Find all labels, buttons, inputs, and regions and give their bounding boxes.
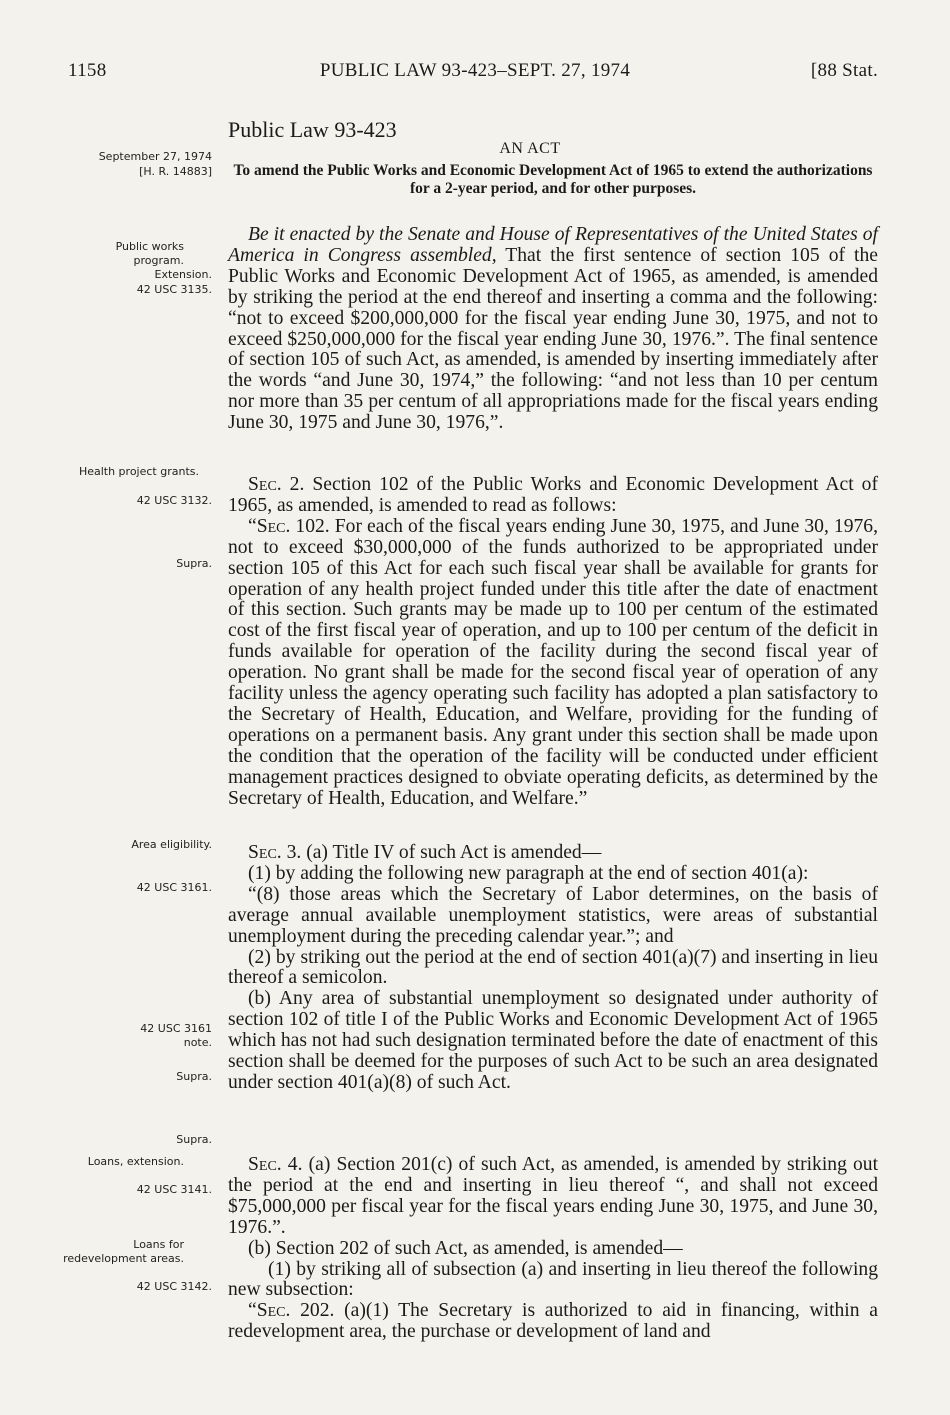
margin-note-bill: [H. R. 14883] [139, 165, 212, 178]
page-number: 1158 [68, 60, 107, 81]
section-202-text: (a)(1) The Secretary is authorized to aid in financing, within a redevelopment area, the purchase or development of land and [228, 1300, 878, 1343]
margin-note-usc-3161: 42 USC 3161. [136, 881, 212, 894]
stat-reference: [88 Stat. [810, 60, 878, 81]
margin-note-usc-3135: 42 USC 3135. [136, 283, 212, 296]
margin-note-area-eligibility: Area eligibility. [131, 838, 212, 851]
section-4-paragraph [228, 1155, 878, 1239]
margin-note-date: September 27, 1974 [98, 150, 212, 163]
section-3-text: (a) Title IV of such Act is amended— [306, 842, 602, 863]
section-3-item-1: (1) by adding the following new paragraph at the end of section 401(a): [248, 862, 809, 884]
margin-note-health-project: Health project grants. [78, 465, 199, 478]
enacting-clause: Be it enacted by the Senate and House of Representatives of the United States of America in Congress assembled, [228, 224, 878, 266]
section-3-subsection-b: (b) Any area of substantial unemployment so designated under authority of section 102 of title I of the Public Works and Economic Development Act of 1965 which has not had such designation terminated before the date of enactment of this section shall be deemed for the purposes of such Act to be such an area designated under section 401(a)(8) of such Act. [228, 988, 878, 1093]
section-102-label: “Sec. 102. [248, 515, 330, 537]
running-title: PUBLIC LAW 93-423–SEPT. 27, 1974 [319, 60, 631, 81]
section-1 [228, 225, 878, 434]
section-4-item-1: (1) by striking all of subsection (a) and inserting in lieu thereof the following new subsection: [228, 1258, 878, 1301]
margin-note-supra-2: Supra. [176, 1070, 212, 1083]
section-4-subsection-b: (b) Section 202 of such Act, as amended, is amended— [248, 1237, 683, 1259]
section-3-item-8: “(8) those areas which the Secretary of Labor determines, on the basis of average annual available unemployment statistics, were areas of substantial unemployment during the preceding calendar year.”; and [228, 883, 878, 947]
section-202-label: “Sec. 202. [248, 1300, 335, 1322]
margin-note-usc-3132: 42 USC 3132. [136, 494, 212, 507]
margin-note-extension: Extension. [154, 268, 212, 281]
section-4-label: Sec. 4. [248, 1154, 303, 1175]
section-3-paragraph [228, 843, 878, 864]
act-purpose: To amend the Public Works and Economic Development Act of 1965 to extend the authorizations for a 2-year period, and for other purposes. [233, 162, 873, 197]
section-2-text: Section 102 of the Public Works and Economic Development Act of 1965, as amended, is amended to read as follows: [228, 474, 879, 516]
margin-note-loans-redevelopment: Loans for redevelopment areas. [63, 1238, 184, 1265]
margin-note-usc-3141: 42 USC 3141. [136, 1183, 212, 1196]
section-3-item-2: (2) by striking out the period at the end of section 401(a)(7) and inserting in lieu thereof a semicolon. [228, 946, 878, 989]
law-title: Public Law 93-423 [228, 117, 397, 142]
margin-note-public-works: Public works program. [115, 240, 184, 267]
section-1-paragraph [228, 225, 878, 434]
section-4-text: (a) Section 201(c) of such Act, as amended, is amended by striking out the period at the end and inserting in lieu thereof “, and shall not exceed $75,000,000 per fiscal year for the fiscal years ending June 30, 1975, and June 30, 1976.”. [228, 1154, 879, 1238]
margin-note-supra-1: Supra. [176, 557, 212, 570]
margin-note-supra-3: Supra. [176, 1133, 212, 1146]
section-2-paragraph [228, 475, 878, 517]
section-1-text: That the first sentence of section 105 of the Public Works and Economic Development Act of 1965, as amended, is amended by striking the period at the end thereof and inserting a comma and the following: “not to exceed $200,000,000 for the fiscal year ending June 30, 1975, and not to exceed $250,000,000 for the fiscal year ending June 30, 1976.”. The final sentence of section 105 of such Act, as amended, is amended by inserting immediately after the words “and June 30, 1974,” the following: “and not less than 10 per centum nor more than 35 per centum of all appropriations made for the fiscal years ending June 30, 1975 and June 30, 1976,”. [228, 244, 878, 434]
section-3-label: Sec. 3. [248, 842, 302, 863]
section-2-label: Sec. 2. [248, 474, 305, 495]
section-2 [228, 475, 878, 810]
section-3 [228, 843, 878, 1094]
section-102-text: For each of the fiscal years ending June 30, 1975, and June 30, 1976, not to exceed $30,000,000 of the funds authorized to be appropriated under section 105 of this Act for each such fiscal year shall be available for grants for operation of any health project funded under this title after the date of enactment of this section. Such grants may be made up to 100 per centum of the estimated cost of the first fiscal year of operation, and up to 100 per centum of the deficit in funds available for operation of the facility during the second fiscal year of operation. No grant shall be made for the second fiscal year of operation of any facility unless the agency operating such facility has adopted a plan satisfactory to the Secretary of Health, Education, and Welfare, providing for the funding of operations on a permanent basis. Any grant under this section shall be made upon the condition that the operation of the facility will be conducted under efficient management practices designed to obviate operating deficits, as determined by the Secretary of Health, Education, and Welfare.” [228, 515, 879, 809]
section-102-paragraph [228, 517, 878, 810]
margin-note-usc-3161-note-b: note. [183, 1036, 212, 1049]
margin-note-usc-3142: 42 USC 3142. [136, 1280, 212, 1293]
section-4 [228, 1155, 878, 1343]
margin-note-loans-extension: Loans, extension. [87, 1155, 184, 1168]
section-202-paragraph [228, 1301, 878, 1343]
an-act-heading: AN ACT [499, 140, 561, 157]
margin-note-usc-3161-note-a: 42 USC 3161 [140, 1022, 212, 1035]
